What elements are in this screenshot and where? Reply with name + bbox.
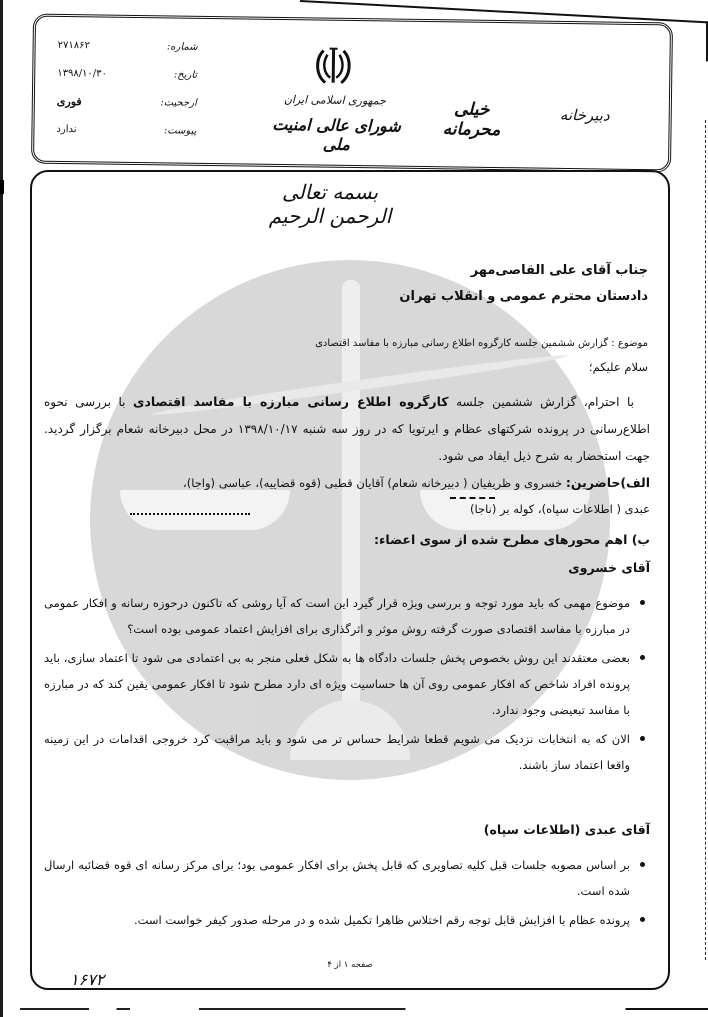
organization-name: شورای عالی امنیت ملی	[272, 114, 401, 154]
department-name: دبیرخانه	[559, 105, 610, 125]
meta-number	[57, 31, 197, 61]
list-item: الان که به انتخابات نزدیک می شویم قطعا شرایط حساس تر می شود و باید مراقبت کرد خروجی اقدامات در این زمینه واقعا اعتماد ساز باشند.	[44, 726, 650, 778]
list-item: موضوع مهمی که باید مورد توجه و بررسی ویژه قرار گیرد این است که آیا روشی که تاکنون درحوزه رسانه و افکار عمومی در مبارزه با مفاسد اقتصادی صورت گرفته روش موثر و اثرگذاری برای افزایش اعتماد عمومی بوده است؟	[44, 590, 650, 642]
speaker-points	[44, 852, 650, 936]
intro-text: با احترام، گزارش ششمین جلسه	[448, 395, 634, 409]
bismillah-handwritten: بسمه تعالی الرحمن الرحیم	[268, 180, 392, 228]
list-item: بعضی معتقدند این روش بخصوص پخش جلسات دادگاه ها به شکل فعلی منجر به بی اعتمادی می شود تا اعتماد سازی، باید پرونده افراد شاخص که افکار عمومی روی آن ها حساسیت ویژه ای دارد مطرح شود تا افکار عمومی یقین کند که در مبارزه با مفاسد تبعیضی وجود ندارد.	[44, 645, 650, 723]
attendees-label: الف)حاضرین:	[565, 475, 650, 490]
meta-label: تاریخ:	[173, 69, 198, 81]
speaker-heading: آقای خسروی	[568, 560, 650, 575]
letter-number: ۲۷۱۸۶۲	[57, 39, 90, 51]
meta-attachment	[56, 115, 196, 145]
iran-emblem-icon	[313, 44, 354, 89]
greeting: سلام علیکم؛	[588, 360, 648, 374]
working-group-name: کارگروه اطلاع رسانی مبارزه با مفاسد اقتصادی	[133, 394, 449, 409]
letter-subject: موضوع : گزارش ششمین جلسه کارگروه اطلاع رسانی مبارزه با مفاسد اقتصادی	[315, 338, 648, 349]
scan-mark	[0, 180, 4, 194]
page-number: صفحه ۱ از ۴	[327, 960, 373, 970]
meta-priority	[57, 87, 197, 117]
letter-attachment: ندارد	[56, 123, 77, 135]
letterhead	[31, 14, 673, 173]
scan-edge-left	[0, 0, 3, 1017]
speaker-heading: آقای عبدی (اطلاعات سپاه)	[483, 822, 650, 837]
letter-date: ۱۳۹۸/۱۰/۳۰	[57, 67, 108, 80]
addressee	[148, 258, 648, 310]
classification-stamp: خیلی محرمانه	[442, 99, 501, 141]
addressee-title: دادستان محترم عمومی و انقلاب تهران	[399, 289, 648, 304]
list-item: بر اساس مصوبه جلسات قبل کلیه تصاویری که قابل پخش برای افکار عمومی بود؛ برای مرکز رسانه ای قوه قضائیه ارسال شده است.	[44, 852, 650, 904]
redaction-mark	[130, 513, 250, 515]
scan-edge-right	[705, 120, 706, 960]
country-name: جمهوری اسلامی ایران	[283, 93, 386, 108]
intro-text: با بررسی نحوه اطلاع‌رسانی در پرونده شرکتهای عظام و ایرتویا که در روز سه شنبه ۱۳۹۸/۱۰/۱۷ در محل دبیرخانه شعام برگزار گردید. جهت استحضار به شرح ذیل ایفاد می شود.	[44, 395, 651, 463]
redaction-mark	[450, 497, 495, 499]
meta-label: پیوست:	[163, 124, 197, 137]
section-b-heading: ب) اهم محورهای مطرح شده از سوی اعضاء:	[374, 532, 650, 547]
letter-priority: فوری	[56, 94, 82, 108]
scan-edge-bottom	[20, 1008, 708, 1010]
attendees-line: عبدی ( اطلاعات سپاه)، کوله بر (ناجا)	[470, 502, 650, 516]
list-item: پرونده عظام با افزایش قابل توجه رقم اختلاس ظاهرا تکمیل شده و در مرحله صدور کیفر خواست است.	[44, 907, 650, 933]
meta-label: ارجحیت:	[160, 96, 197, 109]
addressee-name: جناب آقای علی القاصی‌مهر	[470, 263, 648, 278]
attendees-line: خسروی و ظریفیان ( دبیرخانه شعام) آقایان قطبی (قوه قضاییه)، عباسی (واجا)،	[183, 476, 566, 490]
speaker-points	[44, 590, 650, 781]
meta-label: شماره:	[166, 40, 198, 53]
intro-paragraph	[44, 388, 650, 470]
meta-date	[57, 59, 197, 89]
handwritten-annotation: ۱۶۷۲	[70, 970, 105, 989]
letter-metadata	[56, 31, 198, 145]
